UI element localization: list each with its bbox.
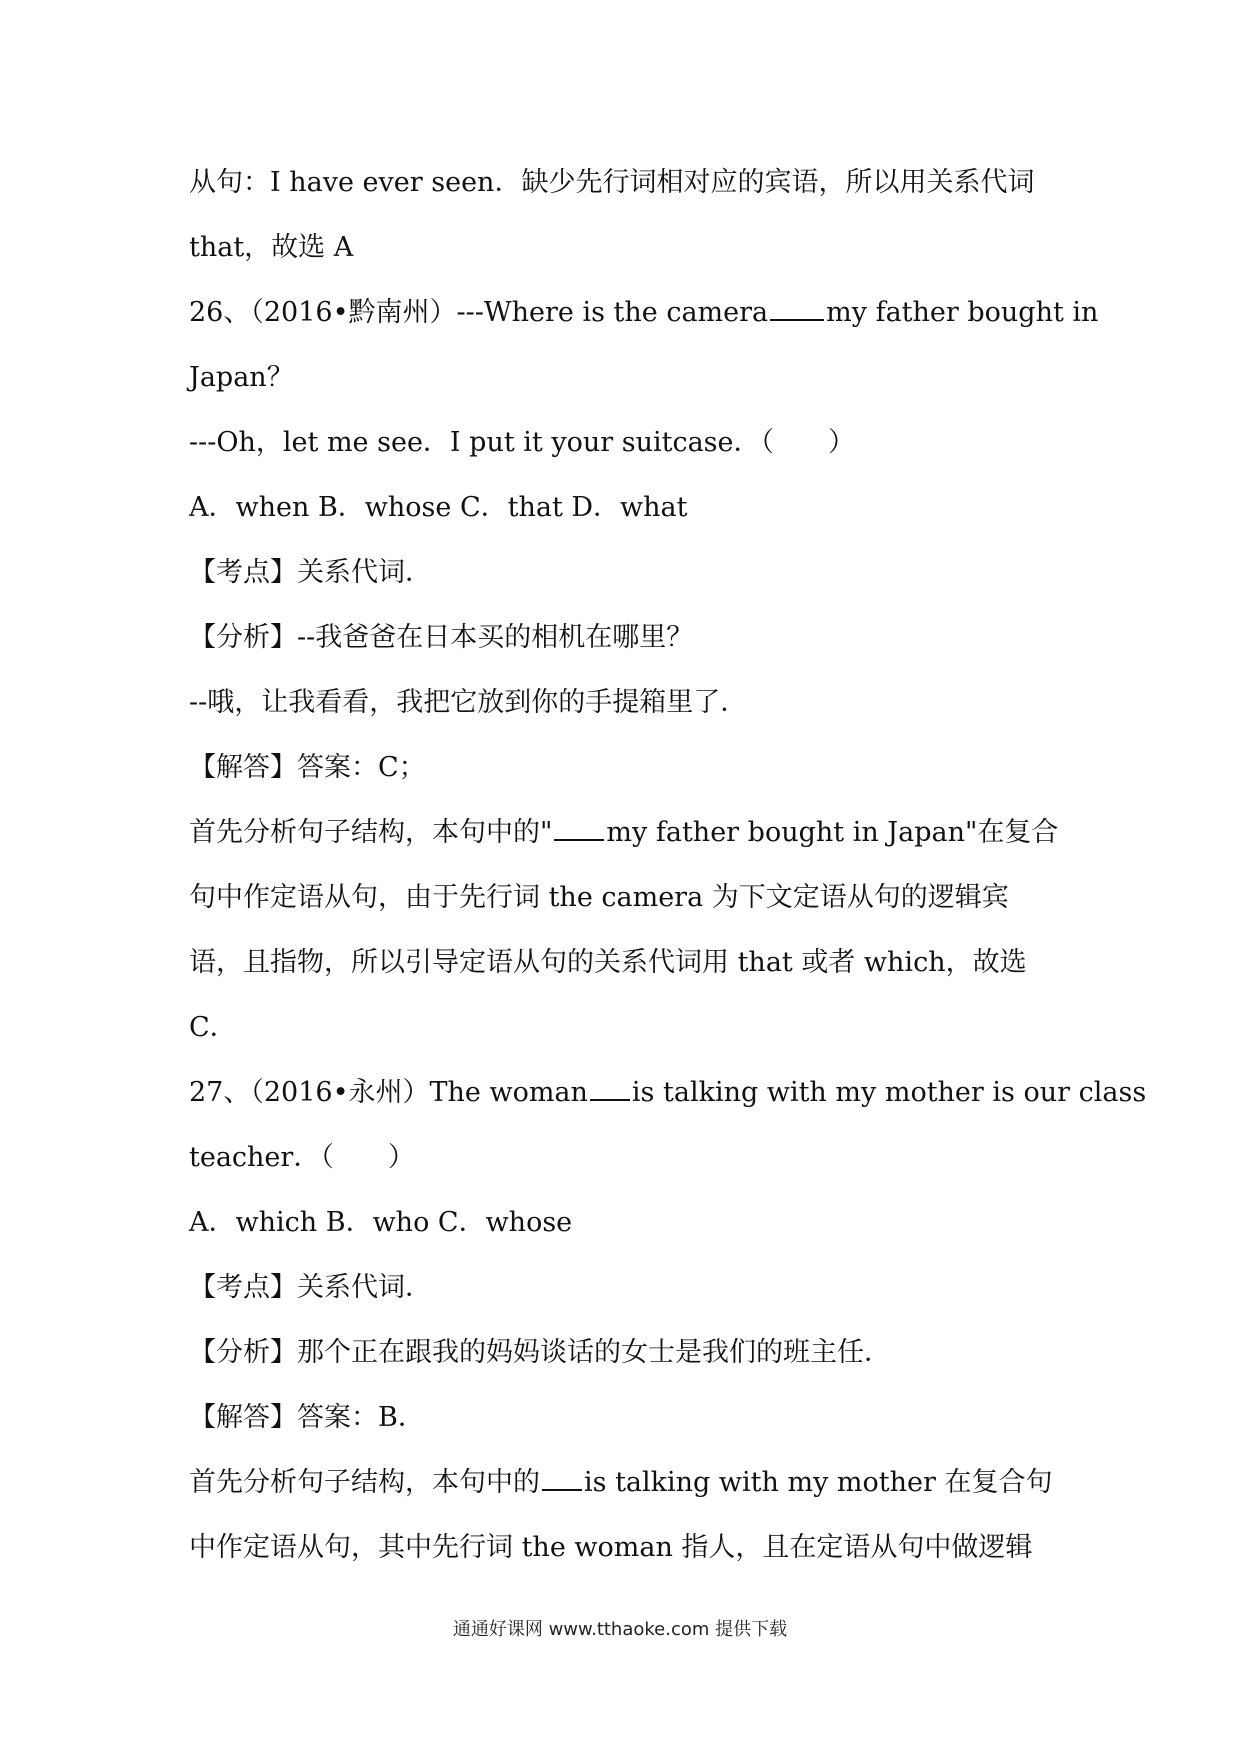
explanation-line: 中作定语从句，其中先行词 the woman 指人，且在定语从句中做逻辑 bbox=[189, 1532, 1033, 1563]
answer-blank bbox=[770, 319, 824, 321]
text-line: --哦，让我看看，我把它放到你的手提箱里了． bbox=[189, 687, 748, 718]
analysis: 【分析】那个正在跟我的妈妈谈话的女士是我们的班主任． bbox=[189, 1337, 891, 1368]
question-27-options: A．which B．who C．whose bbox=[189, 1207, 573, 1238]
explanation-line: 语，且指物，所以引导定语从句的关系代词用 that 或者 which，故选 bbox=[189, 947, 1027, 978]
analysis: 【分析】--我爸爸在日本买的相机在哪里？ bbox=[189, 622, 694, 653]
text-line: 从句：I have ever seen．缺少先行词相对应的宾语，所以用关系代词 bbox=[189, 167, 1035, 198]
text-line: ---Oh，let me see．I put it your suitcase．（ ） bbox=[189, 427, 856, 458]
text-line: teacher．（ ） bbox=[189, 1142, 415, 1173]
answer: 【解答】答案：C； bbox=[189, 752, 426, 783]
knowledge-point: 【考点】关系代词． bbox=[189, 557, 432, 588]
question-26-options: A．when B．whose C．that D．what bbox=[189, 492, 688, 523]
question-26-stem: 26、（2016•黔南州）---Where is the camera my father bought in bbox=[189, 297, 1099, 328]
explanation-line: 首先分析句子结构，本句中的 is talking with my mother 在复合句 bbox=[189, 1467, 1053, 1498]
answer: 【解答】答案：B． bbox=[189, 1402, 425, 1433]
answer-blank bbox=[590, 1099, 630, 1101]
text-line: that，故选 A bbox=[189, 232, 354, 263]
page-footer: 通通好课网 www.tthaoke.com 提供下载 bbox=[452, 1619, 788, 1640]
text-line: Japan？ bbox=[189, 362, 294, 393]
answer-blank bbox=[554, 839, 604, 841]
explanation-line: 首先分析句子结构，本句中的" my father bought in Japan"在复合 bbox=[189, 817, 1059, 848]
text-line: C． bbox=[189, 1012, 237, 1043]
knowledge-point: 【考点】关系代词． bbox=[189, 1272, 432, 1303]
explanation-line: 句中作定语从句，由于先行词 the camera 为下文定语从句的逻辑宾 bbox=[189, 882, 1009, 913]
answer-blank bbox=[542, 1489, 582, 1491]
question-27-stem: 27、（2016•永州）The woman is talking with my mother is our class bbox=[189, 1077, 1147, 1108]
